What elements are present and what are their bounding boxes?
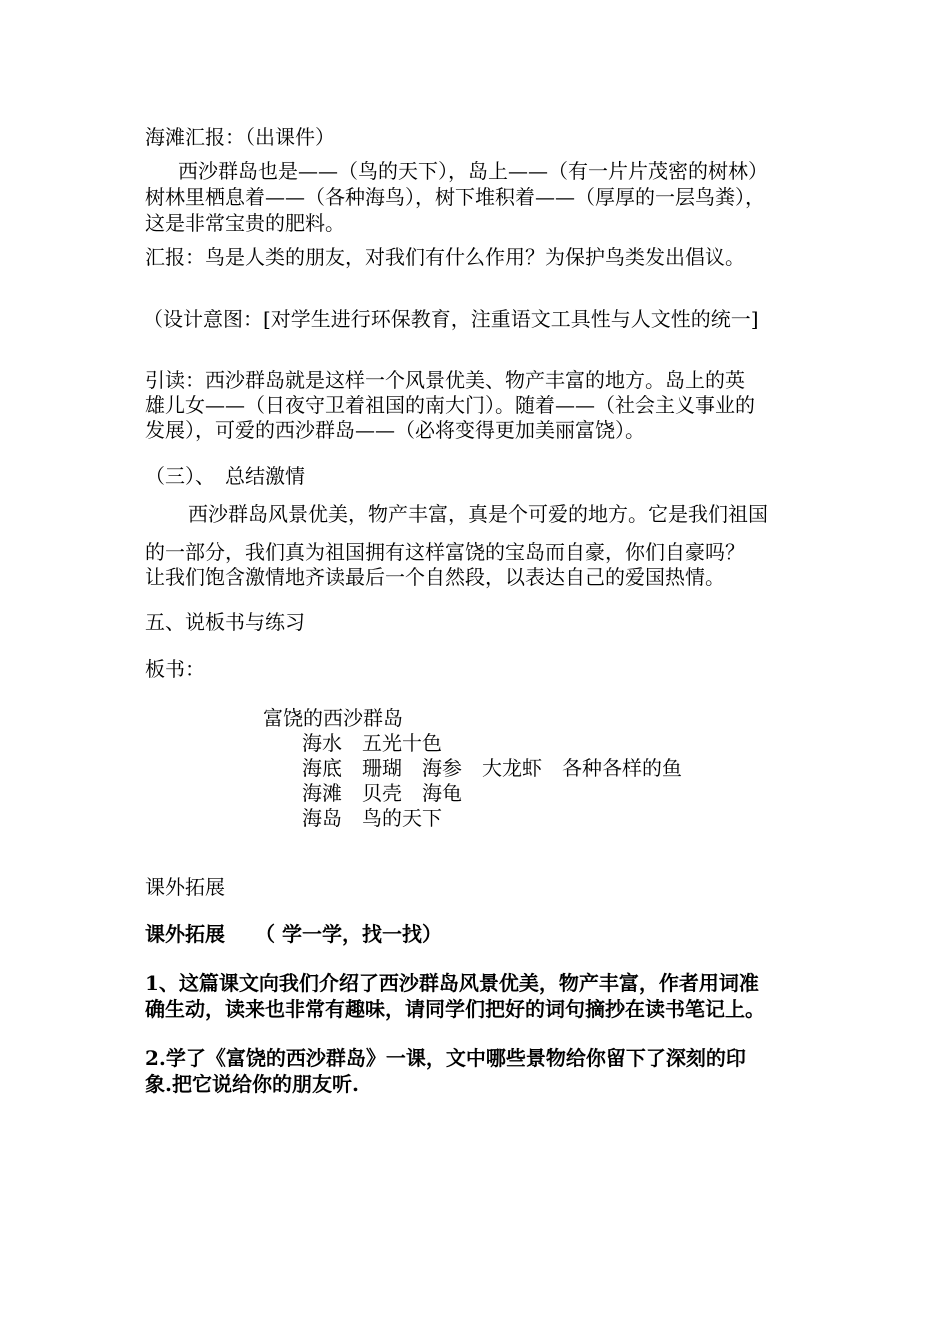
lead-read-line: 引读：西沙群岛就是这样一个风景优美、物产丰富的地方。岛上的英 <box>145 368 745 392</box>
task-1-line: 确生动，读来也非常有趣味，请同学们把好的词句摘抄在读书笔记上。 <box>145 997 765 1021</box>
paragraph-line: 这是非常宝贵的肥料。 <box>145 211 345 235</box>
beach-report-line: 海滩汇报：（出课件） <box>145 125 335 149</box>
board-line: 海滩 贝壳 海龟 <box>302 781 462 805</box>
task-1-line: 1、这篇课文向我们介绍了西沙群岛风景优美，物产丰富，作者用词准 <box>145 971 759 995</box>
section-heading-5: 五、说板书与练习 <box>145 610 305 634</box>
paragraph-line: 西沙群岛风景优美，物产丰富，真是个可爱的地方。它是我们祖国 <box>188 502 768 526</box>
paragraph-line: 西沙群岛也是——（鸟的天下），岛上——（有一片片茂密的树林） <box>178 159 768 183</box>
design-intent: （设计意图：[对学生进行环保教育，注重语文工具性与人文性的统一] <box>143 307 759 331</box>
lead-read-line: 雄儿女——（日夜守卫着祖国的南大门）。随着——（社会主义事业的 <box>145 393 755 417</box>
report-line: 汇报：鸟是人类的朋友，对我们有什么作用？为保护鸟类发出倡议。 <box>145 245 745 269</box>
extension-label: 课外拓展 <box>145 875 225 899</box>
paragraph-line: 树林里栖息着——（各种海鸟），树下堆积着——（厚厚的一层鸟粪）， <box>145 185 765 209</box>
board-line: 海岛 鸟的天下 <box>302 806 442 830</box>
lead-read-line: 发展），可爱的西沙群岛——（必将变得更加美丽富饶）。 <box>145 418 645 442</box>
board-title: 富饶的西沙群岛 <box>263 706 403 730</box>
board-line: 海底 珊瑚 海参 大龙虾 各种各样的鱼 <box>302 756 682 780</box>
paragraph-line: 让我们饱含激情地齐读最后一个自然段，以表达自己的爱国热情。 <box>145 565 725 589</box>
paragraph-line: 的一部分，我们真为祖国拥有这样富饶的宝岛而自豪，你们自豪吗？ <box>145 540 745 564</box>
section-heading-3: （三）、 总结激情 <box>145 464 305 488</box>
board-line: 海水 五光十色 <box>302 731 442 755</box>
task-2-line: 象.把它说给你的朋友听. <box>145 1072 359 1096</box>
board-label: 板书： <box>145 657 205 681</box>
task-2-line: 2.学了《富饶的西沙群岛》一课，文中哪些景物给你留下了深刻的印 <box>145 1046 746 1070</box>
extension-heading: 课外拓展 （ 学一学，找一找） <box>145 922 442 946</box>
